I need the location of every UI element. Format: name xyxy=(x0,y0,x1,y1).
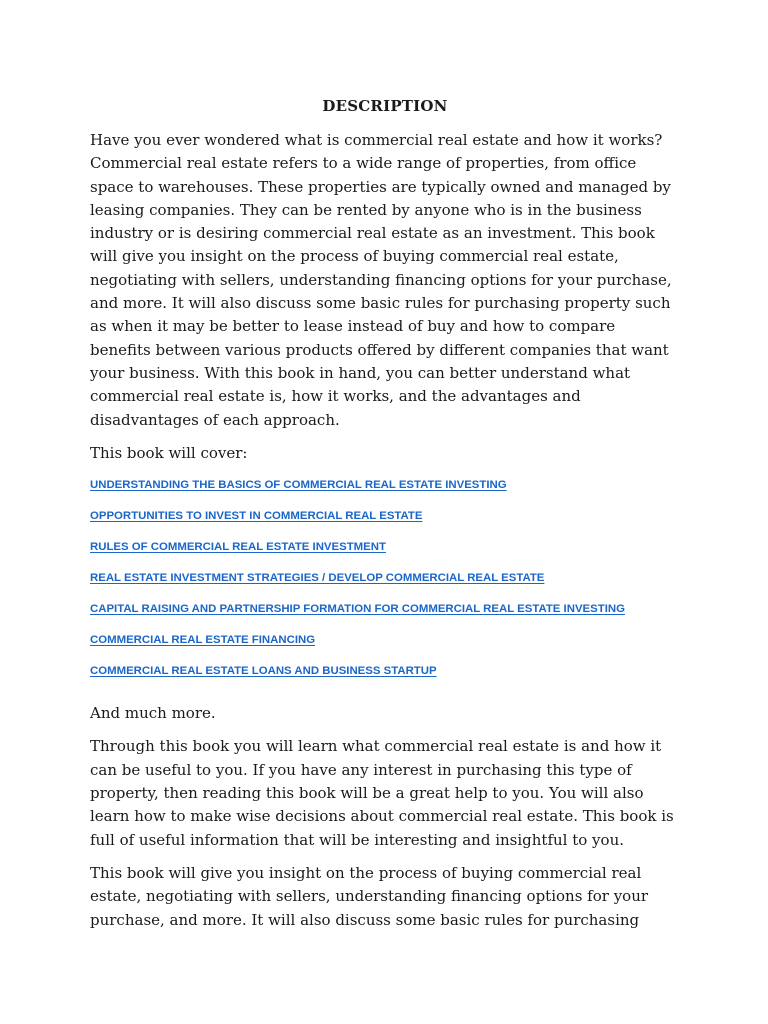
insight-paragraph: This book will give you insight on the process of buying commercial real estate, negotiating with sellers, understanding financing options for your purchase, and more. It will also discuss some basic rules for purchasing xyxy=(90,863,649,929)
toc-item xyxy=(90,630,680,661)
toc-item xyxy=(90,568,680,599)
toc-item xyxy=(90,537,680,568)
toc-item xyxy=(90,599,680,630)
much-more-paragraph: And much more. xyxy=(90,704,216,723)
learn-paragraph: Through this book you will learn what commercial real estate is and how it can be useful to you. If you have any interest in purchasing this type of property, then reading this book will be a great help to you. You will also learn how to make wise decisions about commercial real estate. This book is full of useful information that will be interesting and insightful to you. xyxy=(90,737,674,849)
toc-link-opportunities[interactable]: OPPORTUNITIES TO INVEST IN COMMERCIAL REAL ESTATE xyxy=(90,510,423,523)
document-page xyxy=(90,95,680,942)
cover-lead-paragraph: This book will cover: xyxy=(90,443,248,462)
toc-link-rules[interactable]: RULES OF COMMERCIAL REAL ESTATE INVESTMENT xyxy=(90,541,386,554)
toc-link-capital-raising[interactable]: CAPITAL RAISING AND PARTNERSHIP FORMATION FOR COMMERCIAL REAL ESTATE INVESTING xyxy=(90,603,625,616)
table-of-contents xyxy=(90,475,680,692)
toc-item xyxy=(90,475,680,506)
page-title: DESCRIPTION xyxy=(322,97,448,115)
toc-item xyxy=(90,506,680,537)
toc-link-financing[interactable]: COMMERCIAL REAL ESTATE FINANCING xyxy=(90,634,316,647)
toc-link-loans-startup[interactable]: COMMERCIAL REAL ESTATE LOANS AND BUSINESS STARTUP xyxy=(90,665,437,678)
toc-link-strategies[interactable]: REAL ESTATE INVESTMENT STRATEGIES / DEVELOP COMMERCIAL REAL ESTATE xyxy=(90,572,545,585)
intro-paragraph: Have you ever wondered what is commercial real estate and how it works? Commercial real estate refers to a wide range of properties, from office space to warehouses. These properties are typically owned and managed by leasing companies. They can be rented by anyone who is in the business industry or is desiring commercial real estate as an investment. This book will give you insight on the process of buying commercial real estate, negotiating with sellers, understanding financing options for your purchase, and more. It will also discuss some basic rules for purchasing property such as when it may be better to lease instead of buy and how to compare benefits between various products offered by different companies that want your business. With this book in hand, you can better understand what commercial real estate is, how it works, and the advantages and disadvantages of each approach. xyxy=(90,131,672,429)
toc-link-basics[interactable]: UNDERSTANDING THE BASICS OF COMMERCIAL REAL ESTATE INVESTING xyxy=(90,479,507,492)
toc-item xyxy=(90,661,680,692)
